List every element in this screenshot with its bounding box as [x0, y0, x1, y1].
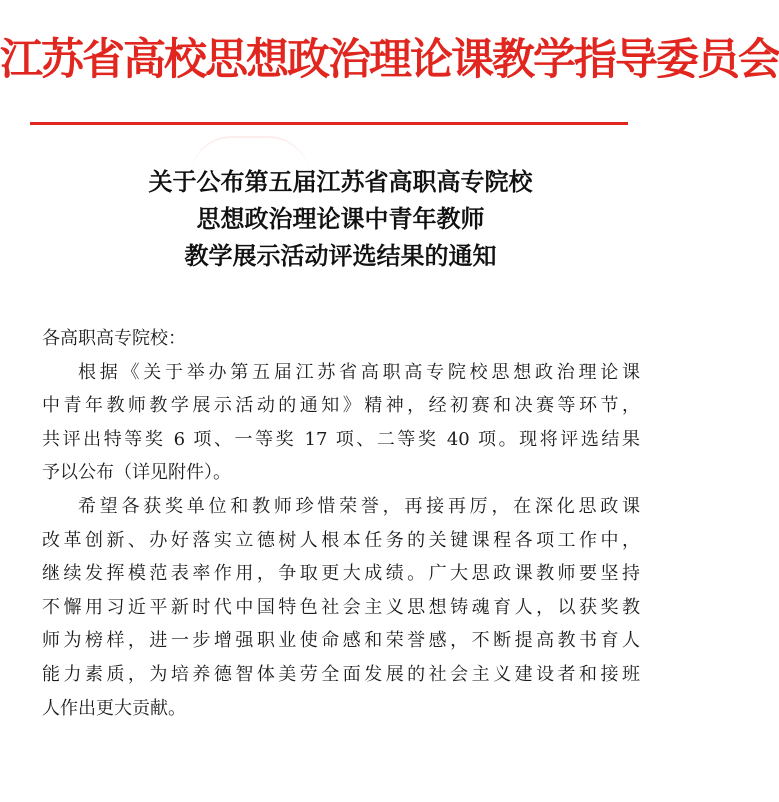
salutation: 各高职高专院校： [42, 328, 186, 349]
paragraph-1-line: 中青年教师教学展示活动的通知》精神，经初赛和决赛等环节， [42, 395, 640, 417]
paragraph-2-line: 改革创新、办好落实立德树人根本任务的关键课程各项工作中， [42, 529, 640, 551]
document-body [42, 322, 640, 725]
letterhead-red-rule [30, 122, 628, 125]
paragraph-1-line: 予以公布（详见附件）。 [42, 462, 231, 484]
title-line-3: 教学展示活动评选结果的通知 [184, 241, 497, 270]
paragraph-2-line: 不懈用习近平新时代中国特色社会主义思想铸魂育人，以获奖教 [42, 596, 640, 618]
paragraph-2-line: 人作出更大贡献。 [42, 697, 186, 719]
title-line-2: 思想政治理论课中青年教师 [196, 204, 485, 233]
paragraph-1-line: 根据《关于举办第五届江苏省高职高专院校思想政治理论课 [78, 361, 640, 383]
paragraph-2-line: 继续发挥模范表率作用，争取更大成绩。广大思政课教师要坚持 [42, 563, 640, 585]
letterhead-organization-name: 江苏省高校思想政治理论课教学指导委员会 [0, 35, 779, 85]
title-line-1: 关于公布第五届江苏省高职高专院校 [148, 167, 533, 196]
document-title [0, 163, 681, 274]
paragraph-2-line: 能力素质，为培养德智体美劳全面发展的社会主义建设者和接班 [42, 663, 640, 685]
paragraph-2 [42, 490, 640, 725]
paragraph-1 [42, 356, 640, 490]
paragraph-2-line: 希望各获奖单位和教师珍惜荣誉，再接再厉，在深化思政课 [78, 495, 640, 517]
paragraph-2-line: 师为榜样，进一步增强职业使命感和荣誉感，不断提高教书育人 [42, 630, 640, 652]
paragraph-1-line: 共评出特等奖 6 项、一等奖 17 项、二等奖 40 项。现将评选结果 [42, 428, 640, 450]
